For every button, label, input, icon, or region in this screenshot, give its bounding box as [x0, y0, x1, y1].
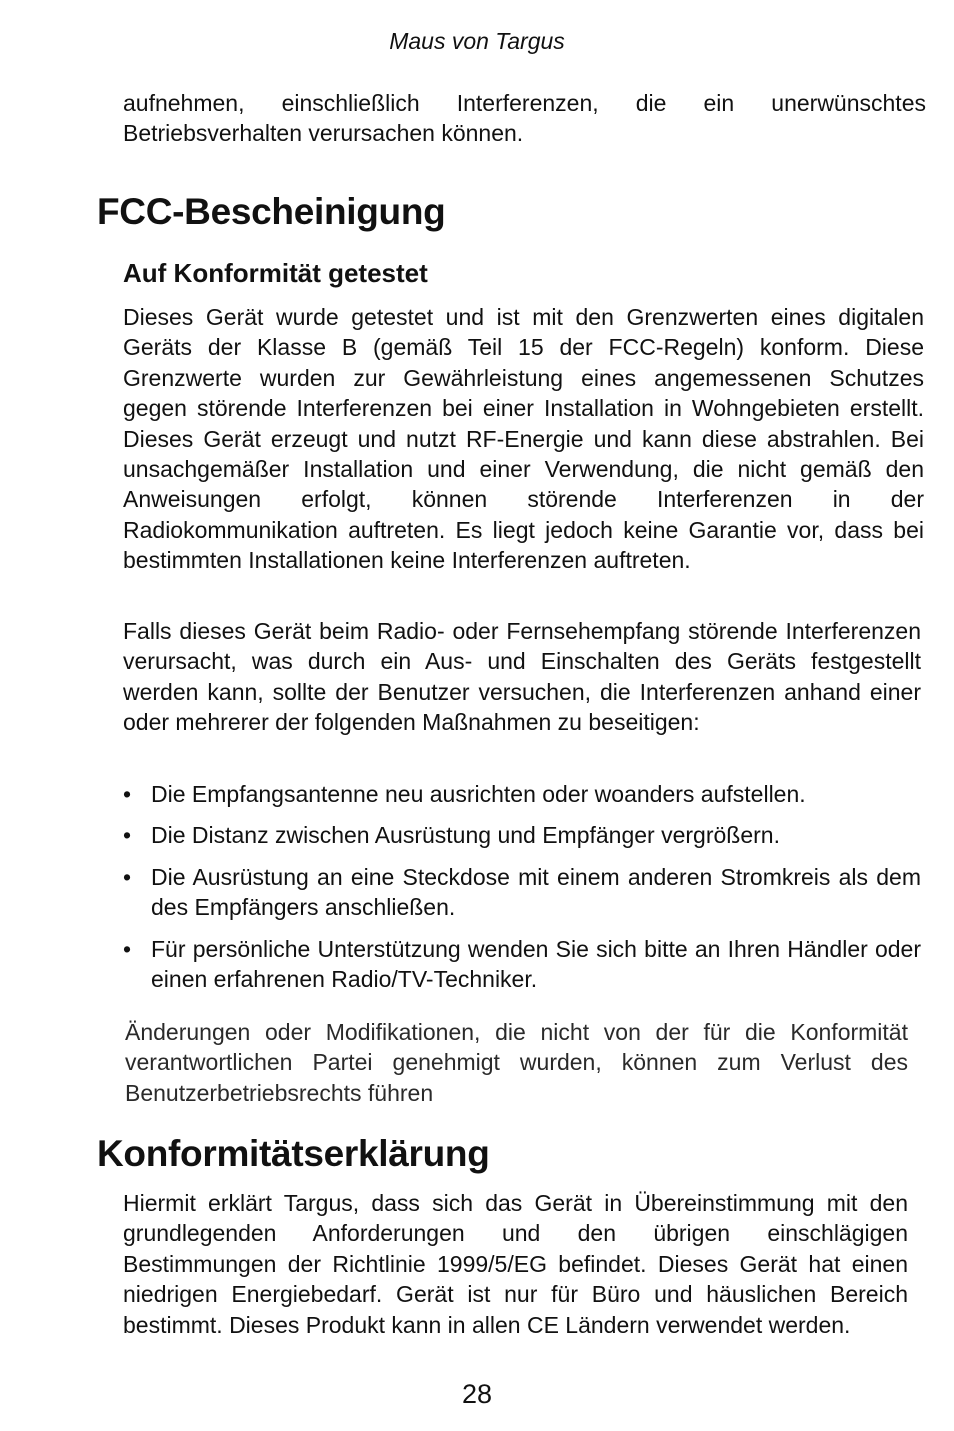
list-item [123, 779, 921, 809]
list-item-text: Die Empfangsantenne neu ausrichten oder woanders aufstellen. [151, 781, 806, 807]
bullet-icon: • [123, 935, 132, 962]
fcc-paragraph-2: Falls dieses Gerät beim Radio- oder Fernsehempfang störende Interferenzen verursacht, was durch ein Aus- und Einschalten des Geräts festgestellt werden kann, sollte der Benutzer versuchen, die Interferenzen anhand einer oder mehrerer der folgenden Maßnahmen zu beseitigen: [123, 618, 921, 736]
fcc-paragraph-1: Dieses Gerät wurde getestet und ist mit den Grenzwerten eines digitalen Geräts der Klasse B (gemäß Teil 15 der FCC-Regeln) konform. Diese Grenzwerte wurden zur Gewährleistung eines angemessenen Schutzes gegen störende Interferenzen bei einer Installation in Wohngebieten erstellt. Dieses Gerät erzeugt und nutzt RF-Energie und kann diese abstrahlen. Bei unsachgemäßer Installation und einer Verwendung, die nicht gemäß den Anweisungen erfolgt, können störende Interferenzen in der Radiokommunikation auftreten. Es liegt jedoch keine Garantie vor, dass bei bestimmten Installationen keine Interferenzen auftreten. [123, 304, 924, 574]
intro-paragraph: aufnehmen, einschließlich Interferenzen, die ein unerwünschtes Betriebsverhalten verursachen können. [123, 90, 926, 147]
conformity-paragraph: Hiermit erklärt Targus, dass sich das Gerät in Übereinstimmung mit den grundlegenden Anforderungen und den übrigen einschlägigen Bestimmungen der Richtlinie 1999/5/EG befindet. Dieses Gerät hat einen niedrigen Energiebedarf. Gerät ist nur für Büro und häuslichen Bereich bestimmt. Dieses Produkt kann in allen CE Ländern verwendet werden. [123, 1190, 908, 1338]
bullet-icon: • [123, 822, 132, 849]
page-number: 28 [461, 1379, 493, 1409]
list-item [123, 820, 921, 850]
fcc-subheading: Auf Konformität getestet [123, 258, 428, 288]
list-item [123, 934, 921, 995]
bullet-icon: • [123, 863, 132, 890]
list-item [123, 862, 921, 923]
list-item-text: Die Ausrüstung an eine Steckdose mit einem anderen Stromkreis als dem des Empfängers anschließen. [151, 863, 921, 921]
fcc-heading: FCC-Bescheinigung [97, 191, 446, 232]
list-item-text: Für persönliche Unterstützung wenden Sie sich bitte an Ihren Händler oder einen erfahrenen Radio/TV-Techniker. [151, 935, 921, 993]
running-header: Maus von Targus [389, 28, 565, 54]
list-item-text: Die Distanz zwischen Ausrüstung und Empfänger vergrößern. [151, 822, 780, 849]
modification-note: Änderungen oder Modifikationen, die nicht von der für die Konformität verantwortlichen Partei genehmigt wurden, können zum Verlust des Benutzerbetriebsrechts führen [125, 1019, 908, 1106]
conformity-heading: Konformitätserklärung [97, 1133, 490, 1174]
bullet-icon: • [123, 781, 132, 807]
measures-list [123, 779, 921, 1005]
